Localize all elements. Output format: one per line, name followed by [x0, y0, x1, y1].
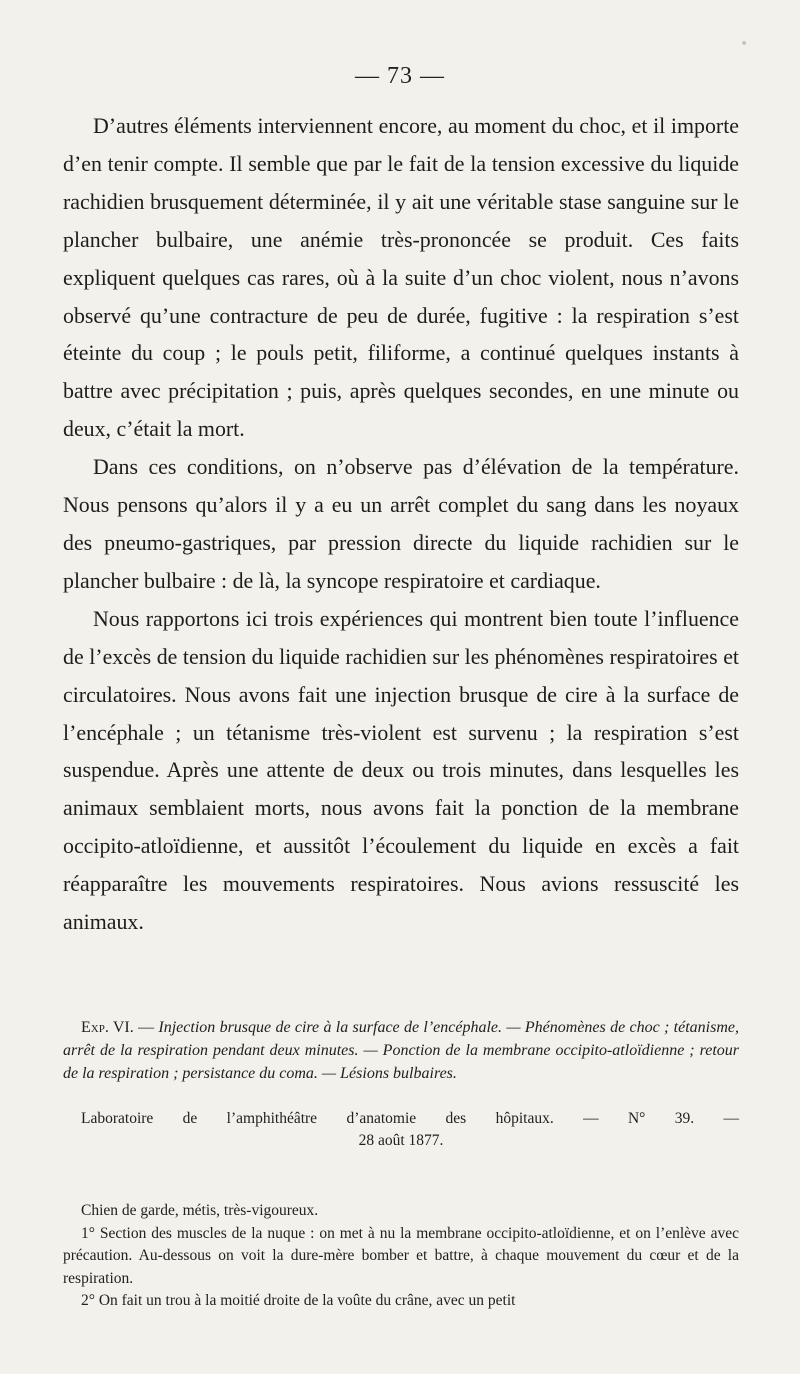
experiment-heading — [63, 1016, 739, 1085]
main-body-text — [63, 107, 739, 941]
protocol-step-1: 1° Section des muscles de la nuque : on met à nu la membrane occipito-atloïdienne, et on l’enlève avec précaution. Au-dessous on voit la dure-mère bomber et battre, à chaque mouvement du cœur et de la respiration. — [63, 1224, 739, 1287]
paragraph-2: Dans ces conditions, on n’observe pas d’élévation de la température. Nous pensons qu’alors il y a eu un arrêt complet du sang dans les noyaux des pneumo-gastriques, par pression directe du liquide rachidien sur le plancher bulbaire : de là, la syncope respiratoire et cardiaque. — [63, 454, 739, 593]
protocol-step-2: 2° On fait un trou à la moitié droite de la voûte du crâne, avec un petit — [81, 1292, 516, 1309]
paragraph-1: D’autres éléments interviennent encore, au moment du choc, et il importe d’en tenir compte. Il semble que par le fait de la tension excessive du liquide rachidien brusquement déterminée, il y ait une véritable stase sanguine sur le plancher bulbaire, une anémie très-prononcée se produit. Ces faits expliquent quelques cas rares, où à la suite d’un choc violent, nous n’avons observé qu’une contracture de peu de durée, fugitive : la respiration s’est éteinte du coup ; le pouls petit, filiforme, a continué quelques instants à battre avec précipitation ; puis, après quelques secondes, en une minute ou deux, c’était la mort. — [63, 113, 739, 442]
experiment-title: Injection brusque de cire à la surface de l’encéphale. — Phénomènes de choc ; tétanisme, arrêt de la respiration pendant deux minutes. — Ponction de la membrane occipito-atloïdienne ; retour de la respiration ; persistance du coma. — Lésions bulbaires. — [63, 1019, 739, 1082]
experiment-heading-text — [63, 1016, 739, 1085]
corner-mark: • — [740, 36, 749, 52]
experiment-protocol — [63, 1200, 739, 1313]
laboratory-reference — [63, 1108, 739, 1152]
experiment-separator: — — [133, 1019, 159, 1036]
laboratory-line: Laboratoire de l’amphithéâtre d’anatomie des hôpitaux. — N° 39. — — [81, 1110, 739, 1127]
page-number: — 73 — — [355, 63, 445, 89]
experiment-date: 28 août 1877. — [358, 1132, 444, 1149]
experiment-label: Exp. VI. — [81, 1019, 134, 1036]
protocol-subject: Chien de garde, métis, très-vigoureux. — [81, 1202, 319, 1219]
paragraph-3: Nous rapportons ici trois expériences qui montrent bien toute l’influence de l’excès de tension du liquide rachidien sur les phénomènes respiratoires et circulatoires. Nous avons fait une injection brusque de cire à la surface de l’encéphale ; un tétanisme très-violent est survenu ; la respiration s’est suspendue. Après une attente de deux ou trois minutes, dans lesquelles les animaux semblaient morts, nous avons fait la ponction de la membrane occipito-atloïdienne, et aussitôt l’écoulement du liquide en excès a fait réapparaître les mouvements respiratoires. Nous avions ressuscité les animaux. — [63, 605, 739, 935]
